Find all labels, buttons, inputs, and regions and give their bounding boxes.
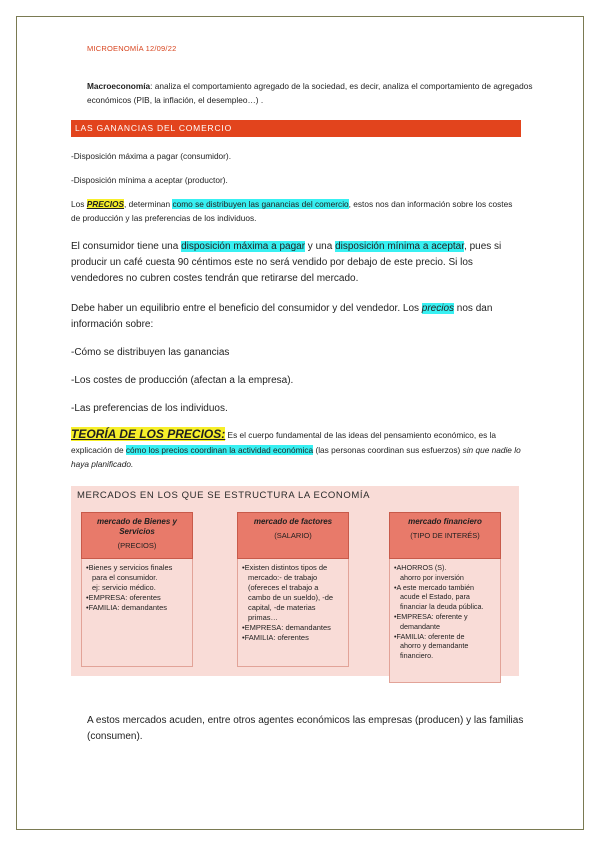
consumidor-highlight-2: disposición mínima a aceptar: [335, 241, 465, 252]
financiero-line: •A este mercado también: [394, 582, 475, 592]
factores-line: •Existen distintos tipos de: [242, 563, 328, 572]
teoria-paragraph: [71, 427, 521, 472]
equilibrio-pre: Debe haber un equilibrio entre el beneficio del consumidor y del vendedor. Los: [71, 303, 422, 314]
mercado-financiero-title: mercado financiero: [408, 517, 482, 526]
consumidor-post: , pues si producir un café cuesta 90 céntimos este no será vendido por debajo de este precio. Si los vendedores no cubren costes tendrán que retirarse del mercado.: [71, 241, 502, 284]
section-ganancias-heading: LAS GANANCIAS DEL COMERCIO: [71, 120, 521, 137]
macro-definition: [87, 79, 537, 107]
mercado-factores-body: [237, 559, 349, 667]
mercado-factores-subtitle: (SALARIO): [274, 531, 312, 540]
mercado-factores-title: mercado de factores: [253, 517, 333, 526]
factores-line: cambo de un sueldo), -de: [248, 593, 334, 602]
bienes-line: ej: servicio médico.: [92, 583, 156, 592]
factores-line: •EMPRESA: demandantes: [242, 623, 331, 632]
mercado-financiero-column: [389, 512, 501, 683]
financiero-line: •AHORROS (S).: [394, 563, 447, 572]
financiero-line: •FAMILIA: oferente de: [394, 631, 465, 641]
consumidor-mid: y una: [305, 241, 336, 252]
list-item-costes: -Los costes de producción (afectan a la empresa).: [71, 375, 294, 386]
list-item-preferencias: -Las preferencias de los individuos.: [71, 403, 228, 414]
mercado-bienes-subtitle: (PRECIOS): [117, 541, 157, 550]
bienes-line: •FAMILIA: demandantes: [86, 603, 168, 612]
equilibrio-highlight: precios: [421, 303, 455, 314]
financiero-line: ahorro por inversión: [400, 572, 464, 582]
financiero-line: acude el Estado, para: [400, 592, 470, 602]
mercados-title: MERCADOS EN LOS QUE SE ESTRUCTURA LA ECONOMÍA: [77, 490, 371, 501]
mercado-financiero-subtitle: (TIPO DE INTERÉS): [410, 531, 480, 540]
teoria-highlight: cómo los precios coordinan la actividad económica: [125, 444, 314, 455]
mercado-factores-header: [237, 512, 349, 559]
precios-paragraph: [71, 197, 521, 225]
precios-post: , estos nos dan información sobre los costes de producción y las preferencias de los individuos.: [71, 199, 513, 223]
document-header: MICROENOMÍA 12/09/22: [87, 44, 177, 53]
teoria-pre: Es el cuerpo fundamental de las ideas del pensamiento económico, es la explicación de: [71, 430, 496, 455]
mercado-bienes-column: [81, 512, 193, 667]
bienes-line: para el consumidor.: [92, 573, 158, 582]
macro-term: Macroeconomía: [87, 81, 151, 91]
financiero-line: financiar la deuda pública.: [400, 602, 484, 612]
financiero-line: financiero.: [400, 651, 434, 661]
precios-highlight: como se distribuyen las ganancias del comercio: [172, 199, 349, 209]
teoria-post: (las personas coordinan sus esfuerzos): [313, 444, 463, 455]
equilibrio-paragraph: [71, 301, 523, 333]
bienes-line: •Bienes y servicios finales: [86, 563, 173, 572]
macro-text: : analiza el comportamiento agregado de la sociedad, es decir, analiza el comportamiento de agregados económicos (PIB, la inflación, el desempleo…) .: [87, 81, 533, 105]
consumidor-pre: El consumidor tiene una: [71, 241, 182, 252]
bullet-productor: -Disposición mínima a aceptar (productor).: [71, 175, 228, 185]
document-page: [16, 16, 584, 830]
precios-word: PRECIOS: [86, 199, 125, 209]
mercado-bienes-title: mercado de Bienes y Servicios: [96, 517, 178, 536]
precios-pre: Los: [71, 199, 87, 209]
factores-line: (ofereces el trabajo a: [248, 583, 319, 592]
mercado-factores-column: [237, 512, 349, 667]
financiero-line: demandante: [400, 621, 440, 631]
financiero-line: •EMPRESA: oferente y: [394, 611, 468, 621]
closing-paragraph: A estos mercados acuden, entre otros agentes económicos las empresas (producen) y las familias (consumen).: [87, 715, 524, 742]
factores-line: mercado:- de trabajo: [248, 573, 318, 582]
mercado-financiero-body: [389, 559, 501, 683]
financiero-line: ahorro y demandante: [400, 641, 469, 651]
list-item-ganancias: -Cómo se distribuyen las ganancias: [71, 347, 230, 358]
bienes-line: •EMPRESA: oferentes: [86, 593, 161, 602]
teoria-italic: sin que nadie lo haya planificado.: [71, 444, 521, 469]
mercado-financiero-header: [389, 512, 501, 559]
consumidor-highlight-1: disposición máxima a pagar: [181, 241, 306, 252]
equilibrio-post: nos dan información sobre:: [71, 303, 493, 330]
mercado-bienes-header: [81, 512, 193, 559]
factores-line: primas…: [248, 613, 279, 622]
mercado-bienes-body: [81, 559, 193, 667]
factores-line: capital, -de materias: [248, 603, 316, 612]
teoria-title: TEORÍA DE LOS PRECIOS:: [71, 427, 226, 441]
precios-mid: , determinan: [124, 199, 173, 209]
factores-line: •FAMILIA: oferentes: [242, 633, 309, 642]
consumidor-paragraph: [71, 239, 523, 287]
bullet-consumidor: -Disposición máxima a pagar (consumidor).: [71, 151, 232, 161]
mercados-panel: [71, 486, 519, 676]
